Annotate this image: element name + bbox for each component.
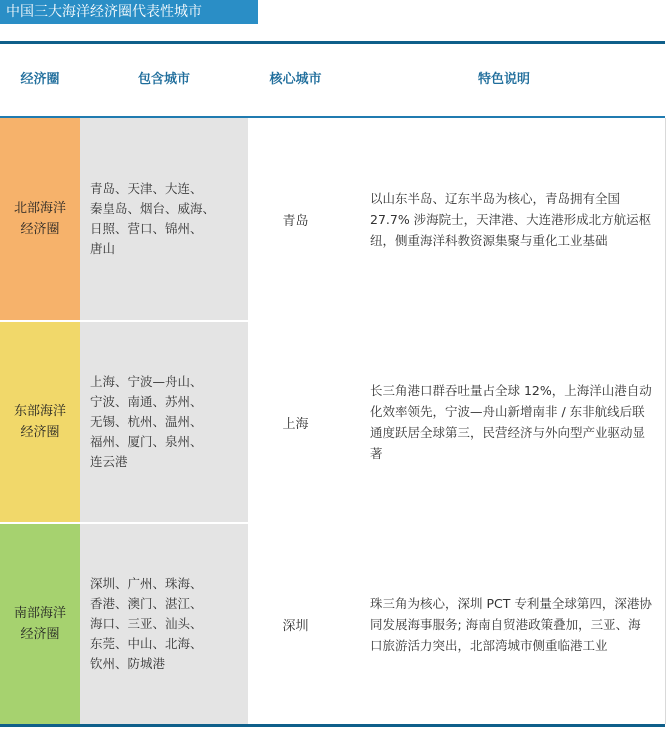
header-cities: 包含城市 xyxy=(137,72,190,87)
bottom-rule xyxy=(0,724,665,727)
table-row-east xyxy=(0,322,665,522)
header-core: 核心城市 xyxy=(269,72,322,87)
table-header xyxy=(0,44,665,116)
desc-south: 珠三角为核心，深圳 PCT 专利量全球第四，深港协同发展海事服务; 海南自贸港政策叠加，三亚、海口旅游活力突出，北部湾城市侧重临港工业 xyxy=(370,595,652,653)
core-east: 上海 xyxy=(282,416,309,432)
header-desc: 特色说明 xyxy=(477,72,530,87)
table-row-north xyxy=(0,118,665,320)
desc-north: 以山东半岛、辽东半岛为核心，青岛拥有全国 27.7% 涉海院士，天津港、大连港形成北方航运枢纽，侧重海洋科教资源集聚与重化工业基础 xyxy=(370,190,652,248)
zone-north: 北部海洋 经济圈 xyxy=(0,118,80,320)
table-row-south xyxy=(0,524,665,724)
core-south: 深圳 xyxy=(282,618,309,634)
page-title: 中国三大海洋经济圈代表性城市 xyxy=(0,0,258,24)
desc-east: 长三角港口群吞吐量占全球 12%，上海洋山港自动化效率领先，宁波—舟山新增南非 / 东非航线后联通度跃居全球第三，民营经济与外向型产业驱动显著 xyxy=(370,383,652,461)
table-right-edge xyxy=(665,118,666,724)
cities-south: 深圳、广州、珠海、 香港、澳门、湛江、 海口、三亚、汕头、 东莞、中山、北海、 钦州、防城港 xyxy=(80,524,248,724)
zone-east: 东部海洋 经济圈 xyxy=(0,322,80,522)
header-zone: 经济圈 xyxy=(20,72,60,87)
zone-south: 南部海洋 经济圈 xyxy=(0,524,80,724)
cities-east: 上海、宁波—舟山、 宁波、南通、苏州、 无锡、杭州、温州、 福州、厦门、泉州、 连云港 xyxy=(80,322,248,522)
core-north: 青岛 xyxy=(282,213,309,229)
cities-north: 青岛、天津、大连、 秦皇岛、烟台、威海、 日照、营口、锦州、 唐山 xyxy=(80,118,248,320)
